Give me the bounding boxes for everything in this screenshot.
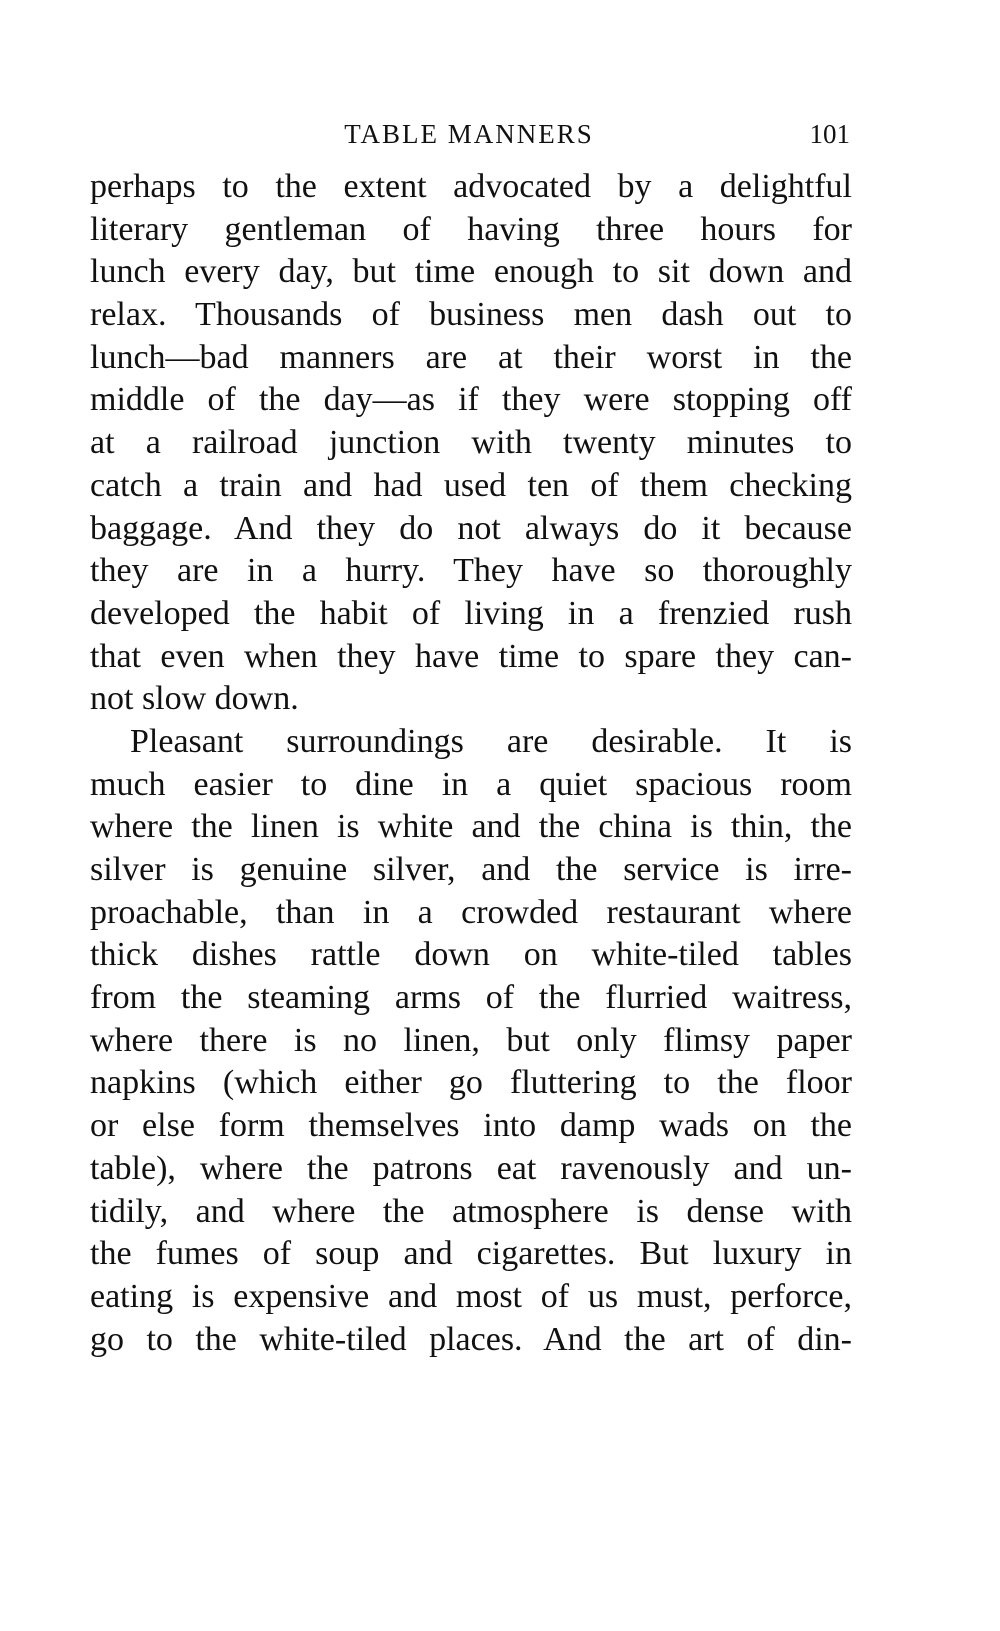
text-line: not slow down. xyxy=(90,680,299,718)
paragraph-1 xyxy=(90,166,852,721)
text-line: catch a train and had used ten of them checking xyxy=(90,466,852,504)
text-line: they are in a hurry. They have so thoroughly xyxy=(90,552,852,590)
text-line: go to the white-tiled places. And the art of din- xyxy=(90,1320,852,1358)
running-title: TABLE MANNERS xyxy=(344,119,594,149)
page-number: 101 xyxy=(809,119,850,149)
text-line: napkins (which either go fluttering to the floor xyxy=(90,1064,852,1102)
text-line: lunch—bad manners are at their worst in the xyxy=(90,338,852,376)
text-line: where there is no linen, but only flimsy paper xyxy=(90,1021,852,1059)
text-line: baggage. And they do not always do it because xyxy=(90,509,852,547)
text-line: lunch every day, but time enough to sit down and xyxy=(90,253,852,291)
text-line: where the linen is white and the china is thin, the xyxy=(90,808,852,846)
text-line: tidily, and where the atmosphere is dense with xyxy=(90,1192,852,1230)
text-line: perhaps to the extent advocated by a delightful xyxy=(90,168,852,205)
text-line: eating is expensive and most of us must, perforce, xyxy=(90,1277,852,1315)
text-line: Pleasant surroundings are desirable. It is xyxy=(130,722,852,760)
running-head xyxy=(88,114,850,154)
text-line: developed the habit of living in a frenzied rush xyxy=(90,594,852,632)
text-line: or else form themselves into damp wads on the xyxy=(90,1107,852,1145)
paragraph-2 xyxy=(90,721,852,1361)
text-line: table), where the patrons eat ravenously and un- xyxy=(90,1149,852,1187)
text-line: at a railroad junction with twenty minutes to xyxy=(90,424,852,462)
text-line: that even when they have time to spare they can- xyxy=(90,637,852,675)
body-text xyxy=(90,166,852,1361)
text-line: silver is genuine silver, and the service is irre- xyxy=(90,851,852,888)
text-line: literary gentleman of having three hours for xyxy=(90,210,852,248)
text-line: proachable, than in a crowded restaurant where xyxy=(90,893,852,931)
text-line: middle of the day—as if they were stopping off xyxy=(90,381,852,419)
text-line: relax. Thousands of business men dash out to xyxy=(90,296,852,334)
text-line: the fumes of soup and cigarettes. But luxury in xyxy=(90,1235,852,1273)
text-line: much easier to dine in a quiet spacious room xyxy=(90,765,852,803)
text-line: from the steaming arms of the flurried waitress, xyxy=(90,979,852,1017)
text-line: thick dishes rattle down on white-tiled tables xyxy=(90,936,852,974)
